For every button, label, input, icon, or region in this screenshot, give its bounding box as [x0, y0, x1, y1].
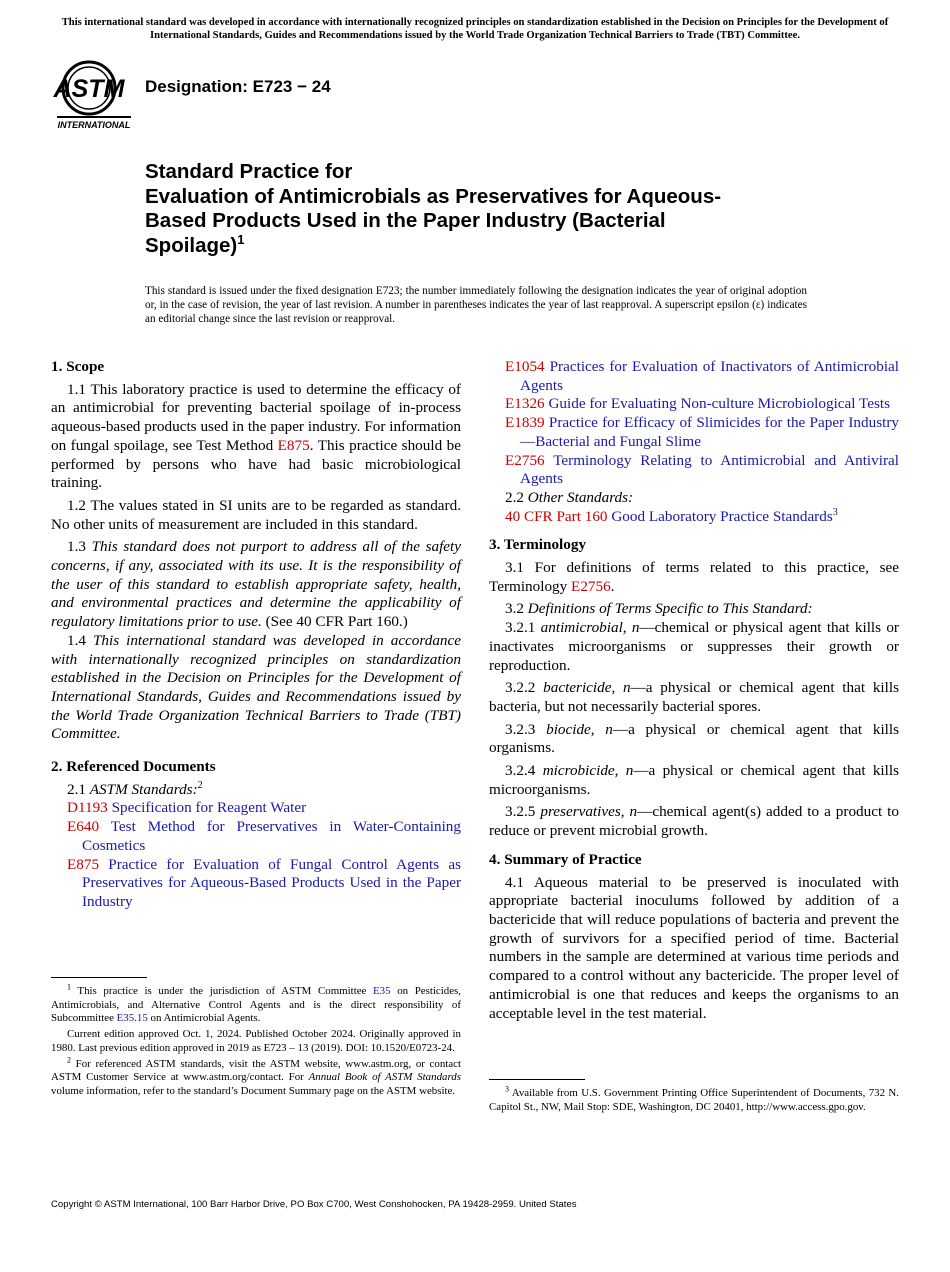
link-e35[interactable]: E35 — [373, 985, 391, 997]
section-heading-scope: 1. Scope — [51, 358, 105, 375]
title-line-3: Based Products Used in the Paper Industry (Bacterial — [145, 209, 666, 232]
designation: Designation: E723 − 24 — [145, 77, 331, 96]
paragraph-1-4: 1.4 This international standard was developed in accordance with internationally recognized principles on standardization established in the Decision on Principles for the Development of International Standards, Guides and Recommendations issued by the World Trade Organization Technical Barriers to Trade (TBT) Committee. — [51, 631, 462, 743]
title-footnote-marker[interactable]: 1 — [237, 231, 245, 247]
paragraph-3-1: 3.1 For definitions of terms related to this practice, see Terminology E2756. — [489, 559, 899, 595]
title-line-1: Standard Practice for — [145, 160, 353, 183]
section-heading-terminology: 3. Terminology — [489, 536, 587, 554]
link-e35-15[interactable]: E35.15 — [116, 1012, 148, 1025]
right-column — [489, 358, 899, 1027]
left-column — [51, 358, 461, 912]
title-line-4-text: Spoilage) — [145, 233, 238, 257]
astm-logo-icon — [53, 56, 135, 132]
top-notice: This international standard was developed in accordance with internationally recognized principles on standardization established in the Decision on Principles for the Development of International Standards, Guides and Recommendations issued by the World Trade Organization Technical Barriers to Trade (TBT) Committee. — [61, 17, 889, 41]
reference-item[interactable]: E1054 Practices for Evaluation of Inactivators of Antimicrobial Agents — [505, 358, 899, 394]
reference-item[interactable]: E1326 Guide for Evaluating Non-culture Microbiological Tests — [505, 395, 891, 413]
definition-item: 3.2.4 microbicide, n—a physical or chemical agent that kills microorganisms. — [489, 762, 900, 798]
paragraph-1-3: 1.3 This standard does not purport to address all of the safety concerns, if any, associated with its use. It is the responsibility of the user of this standard to establish appropriate safety, health, and environmental practices and determine the applicability of regulatory limitations prior to use. (See 40 CFR Part 160.) — [51, 538, 462, 631]
reference-item[interactable]: E640 Test Method for Preservatives in Water-Containing Cosmetics — [67, 818, 461, 854]
definition-item: 3.2.5 preservatives, n—chemical agent(s) added to a product to reduce or prevent microbial growth. — [489, 803, 899, 840]
footnotes-left — [51, 977, 461, 1101]
reference-item[interactable]: E875 Practice for Evaluation of Fungal Control Agents as Preservatives for Aqueous-Based Products Used in the Paper Industry — [67, 855, 462, 910]
reference-item-cfr[interactable]: 40 CFR Part 160 Good Laboratory Practice Standards$^3$ — [505, 506, 838, 525]
paragraph-4-1: 4.1 Aqueous material to be preserved is inoculated with appropriate bacterial inoculums followed by addition of a bactericide that will reduce populations of bacteria and prevent the growth of survivors for a specified period of time. Bacterial numbers in the sample are determined at various time periods and compared to a control without any bactericide. The proper level of antimicrobial is one that reduces and keeps the organisms to an acceptable level in the test material. — [489, 873, 899, 1022]
footnote-3: $^3$ Available from U.S. Government Printing Office Superintendent of Documents, 732 N. Capitol St., NW, Mail Stop: SDE, Washington, DC 20401, http://www.access.gpo.gov. — [489, 1084, 899, 1113]
definition-item: 3.2.1 antimicrobial, n—chemical or physical agent that kills or inactivates microorganisms or suppresses their growth or reproduction. — [489, 619, 899, 674]
footnote-marker-2[interactable]: 2 — [197, 779, 203, 791]
reference-item[interactable]: D1193 Specification for Reagent Water — [67, 799, 307, 817]
copyright-line: Copyright © ASTM International, 100 Barr Harbor Drive, PO Box C700, West Conshohocken, PA 19428-2959. United States — [51, 1199, 577, 1210]
paragraph-3-2: 3.2 Definitions of Terms Specific to This Standard: — [505, 600, 813, 618]
section-heading-referenced-documents: 2. Referenced Documents — [51, 758, 216, 776]
logo-letters: ASTM — [53, 75, 125, 103]
reference-item[interactable]: E2756 Terminology Relating to Antimicrobial and Antiviral Agents — [505, 451, 899, 488]
definition-item: 3.2.2 bactericide, n—a physical or chemical agent that kills bacteria, but not necessarily bacterial spores. — [489, 679, 899, 715]
footnote-1: $^1$ This practice is under the jurisdiction of ASTM Committee E35 on Pesticides, Antimicrobials, and Alternative Control Agents and is the direct responsibility of Subcommittee E35.15 on Antimicrobial Agents. — [51, 982, 461, 1025]
issue-note: This standard is issued under the fixed designation E723; the number immediately following the designation indicates the year of original adoption or, in the case of revision, the year of last revision. A number in parentheses indicates the year of last reapproval. A superscript epsilon (ε) indicates an editorial change since the last revision or reapproval. — [145, 285, 807, 326]
definition-item: 3.2.3 biocide, n—a physical or chemical agent that kills organisms. — [489, 720, 900, 757]
footnote-marker-3[interactable]: 3 — [832, 506, 838, 518]
link-e875[interactable]: E875 — [277, 436, 310, 454]
footnote-divider — [489, 1079, 585, 1080]
footnote-divider — [51, 977, 147, 978]
footnote-2: $^2$ For referenced ASTM standards, visit the ASTM website, www.astm.org, or contact ASTM Customer Service at www.astm.org/contact. For Annual Book of ASTM Standards volume information, refer to the standard’s Document Summary page on the ASTM website. — [51, 1054, 461, 1097]
subheading-other-standards: 2.2 Other Standards: — [505, 488, 634, 506]
footnote-1-edition: Current edition approved Oct. 1, 2024. Published October 2024. Originally approved in 1980. Last previous edition approved in 2019 as E723 – 13 (2019). DOI: 10.1520/E0723-24. — [51, 1028, 461, 1054]
footnotes-right — [489, 1079, 899, 1116]
document-title — [145, 160, 845, 258]
section-heading-summary: 4. Summary of Practice — [489, 850, 642, 868]
link-e2756[interactable]: E2756 — [571, 577, 611, 595]
reference-item[interactable]: E1839 Practice for Efficacy of Slimicides for the Paper Industry—Bacterial and Fungal Slime — [505, 414, 899, 450]
title-line-4 — [145, 231, 845, 259]
paragraph-1-1: 1.1 This laboratory practice is used to determine the efficacy of an antimicrobial for preventing bacterial spoilage of in-process aqueous-based products used in the paper industry. For information on fungal spoilage, see Test Method E875. This practice should be performed by persons who have had basic microbiological training. — [51, 380, 461, 492]
subheading-astm-standards: 2.1 ASTM Standards:$^2$ — [67, 779, 203, 798]
logo-subtext: INTERNATIONAL — [57, 120, 131, 130]
title-line-2: Evaluation of Antimicrobials as Preservatives for Aqueous- — [145, 184, 722, 208]
paragraph-1-2: 1.2 The values stated in SI units are to be regarded as standard. No other units of measurement are included in this standard. — [51, 496, 461, 533]
